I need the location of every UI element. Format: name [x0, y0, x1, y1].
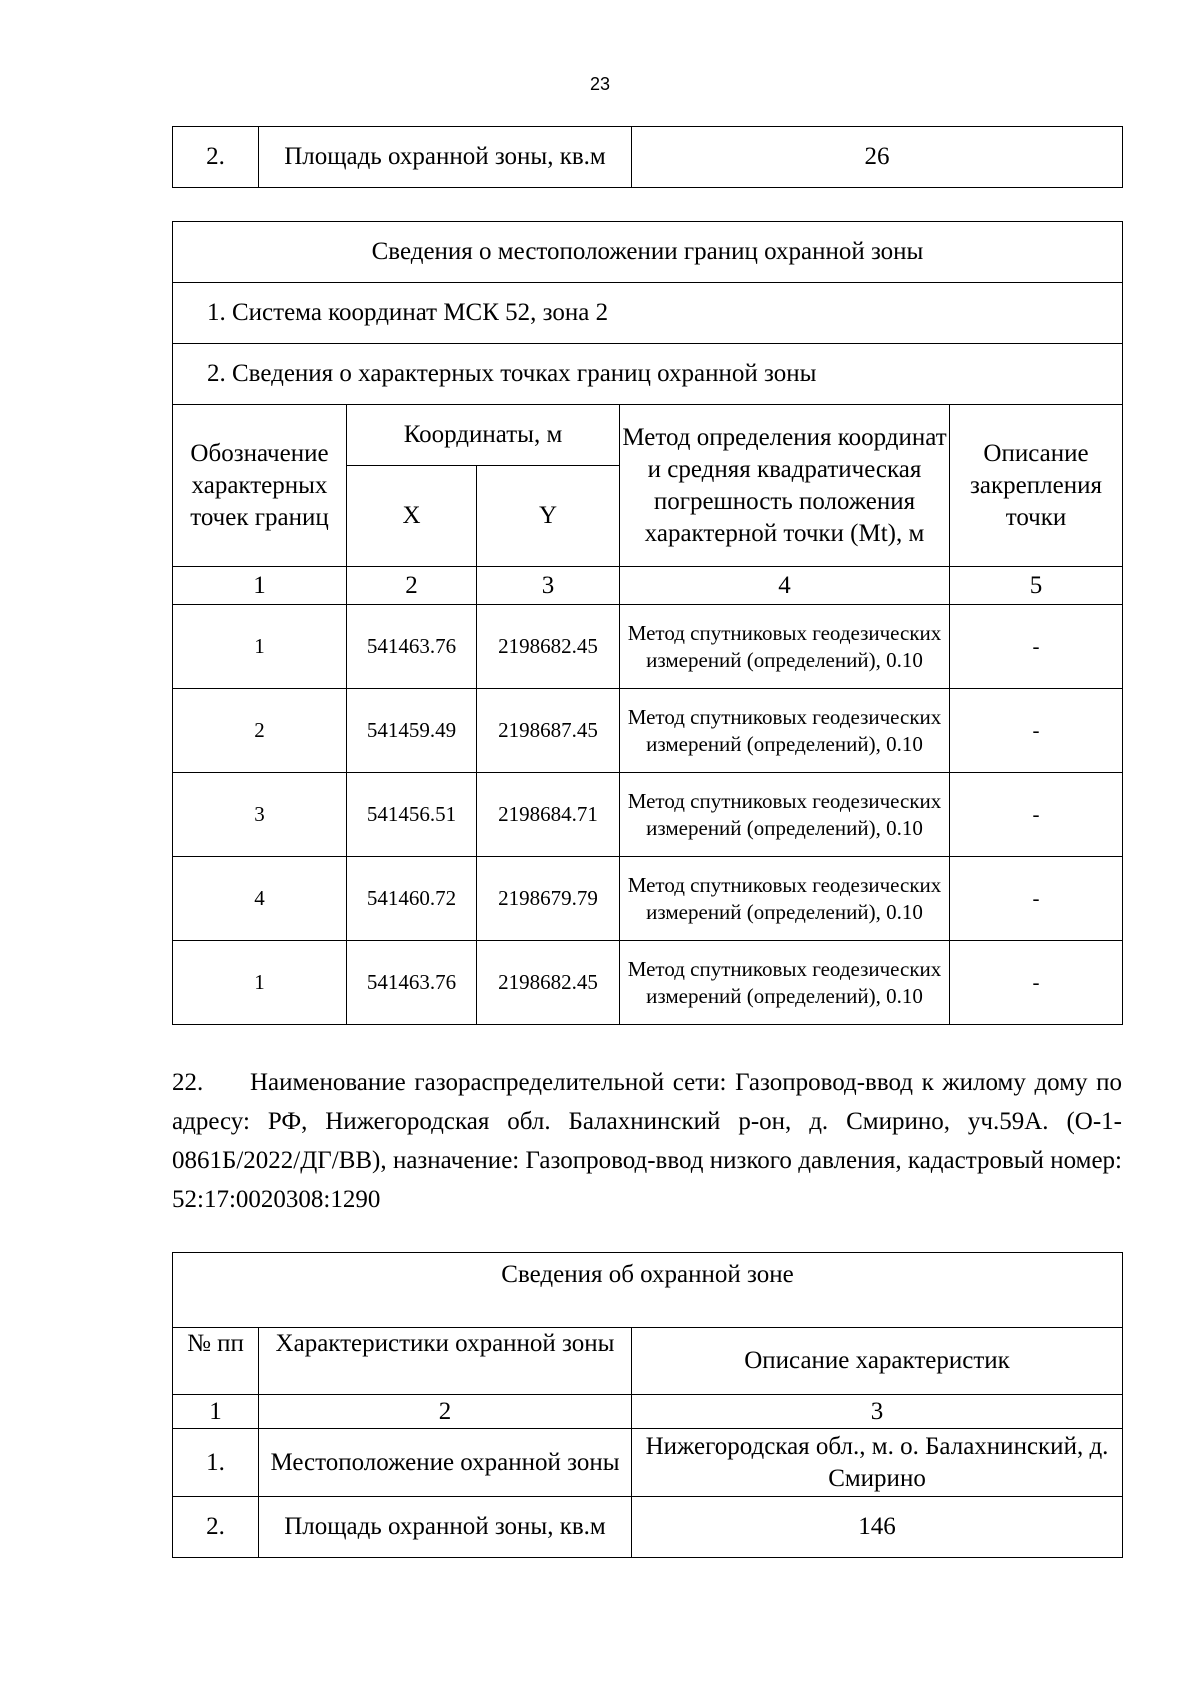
point-id: 4 [173, 857, 347, 941]
point-description: - [950, 773, 1123, 857]
header-characteristics: Характеристики охранной зоны [259, 1328, 632, 1395]
point-description: - [950, 857, 1123, 941]
point-y: 2198684.71 [477, 773, 620, 857]
column-number-row [173, 1395, 1123, 1429]
location-title: Сведения о местоположении границ охранной зоны [173, 222, 1123, 283]
table-row [173, 689, 1123, 773]
column-number: 4 [620, 567, 950, 605]
row-number: 2. [173, 127, 259, 188]
header-designation: Обозначение характерных точек границ [173, 405, 347, 567]
column-number: 3 [477, 567, 620, 605]
point-id: 3 [173, 773, 347, 857]
point-method: Метод спутниковых геодезических измерений (определений), 0.10 [620, 773, 950, 857]
column-number: 2 [347, 567, 477, 605]
row-value: 146 [632, 1497, 1123, 1558]
point-x: 541463.76 [347, 605, 477, 689]
points-title: 2. Сведения о характерных точках границ охранной зоны [173, 344, 1123, 405]
row-label: Местоположение охранной зоны [259, 1429, 632, 1497]
point-id: 2 [173, 689, 347, 773]
point-description: - [950, 605, 1123, 689]
point-description: - [950, 689, 1123, 773]
table-row [173, 1429, 1123, 1497]
column-number: 3 [632, 1395, 1123, 1429]
table-row [173, 857, 1123, 941]
row-number: 1. [173, 1429, 259, 1497]
column-number: 1 [173, 1395, 259, 1429]
header-x: X [347, 466, 477, 567]
point-description: - [950, 941, 1123, 1025]
row-label: Площадь охранной зоны, кв.м [259, 1497, 632, 1558]
header-coordinates: Координаты, м [347, 405, 620, 466]
header-description: Описание характеристик [632, 1328, 1123, 1395]
table-row [173, 1497, 1123, 1558]
header-row [173, 1328, 1123, 1395]
table-row [173, 605, 1123, 689]
coordinate-system: 1. Система координат МСК 52, зона 2 [173, 283, 1123, 344]
page-number: 23 [589, 74, 611, 94]
point-x: 541460.72 [347, 857, 477, 941]
table-row [173, 941, 1123, 1025]
column-number: 2 [259, 1395, 632, 1429]
header-num: № пп [173, 1328, 259, 1395]
row-label: Площадь охранной зоны, кв.м [259, 127, 632, 188]
point-x: 541459.49 [347, 689, 477, 773]
point-y: 2198682.45 [477, 941, 620, 1025]
point-method: Метод спутниковых геодезических измерений (определений), 0.10 [620, 857, 950, 941]
header-y: Y [477, 466, 620, 567]
row-value: 26 [632, 127, 1123, 188]
boundary-location-table [172, 221, 1123, 1025]
point-method: Метод спутниковых геодезических измерений (определений), 0.10 [620, 941, 950, 1025]
area-table-continued [172, 126, 1123, 188]
column-number-row [173, 567, 1123, 605]
point-y: 2198679.79 [477, 857, 620, 941]
table-row [173, 127, 1123, 188]
paragraph-number: 22. [172, 1069, 204, 1096]
point-x: 541456.51 [347, 773, 477, 857]
point-y: 2198687.45 [477, 689, 620, 773]
point-method: Метод спутниковых геодезических измерений (определений), 0.10 [620, 605, 950, 689]
paragraph-text: Наименование газораспределительной сети: Газопровод-ввод к жилому дому по адресу: РФ, Нижегородская обл. Балахнинский р-он, д. Смирино, уч.59А. (О-1-0861Б/2022/ДГ/ВВ), назначение: Газопровод-ввод низкого давления, кадастровый номер: 52:17:0020308:1290 [172, 1069, 1122, 1213]
row-value: Нижегородская обл., м. о. Балахнинский, д. Смирино [632, 1429, 1123, 1497]
column-number: 1 [173, 567, 347, 605]
point-method: Метод спутниковых геодезических измерений (определений), 0.10 [620, 689, 950, 773]
network-description-paragraph [172, 1063, 1122, 1219]
point-id: 1 [173, 941, 347, 1025]
point-x: 541463.76 [347, 941, 477, 1025]
table-row [173, 773, 1123, 857]
point-y: 2198682.45 [477, 605, 620, 689]
header-description: Описание закрепления точки [950, 405, 1123, 567]
protection-zone-table [172, 1252, 1123, 1558]
row-number: 2. [173, 1497, 259, 1558]
column-number: 5 [950, 567, 1123, 605]
point-id: 1 [173, 605, 347, 689]
header-method: Метод определения координат и средняя квадратическая погрешность положения характерной точки (Mt), м [620, 405, 950, 567]
zone-title: Сведения об охранной зоне [173, 1253, 1123, 1328]
